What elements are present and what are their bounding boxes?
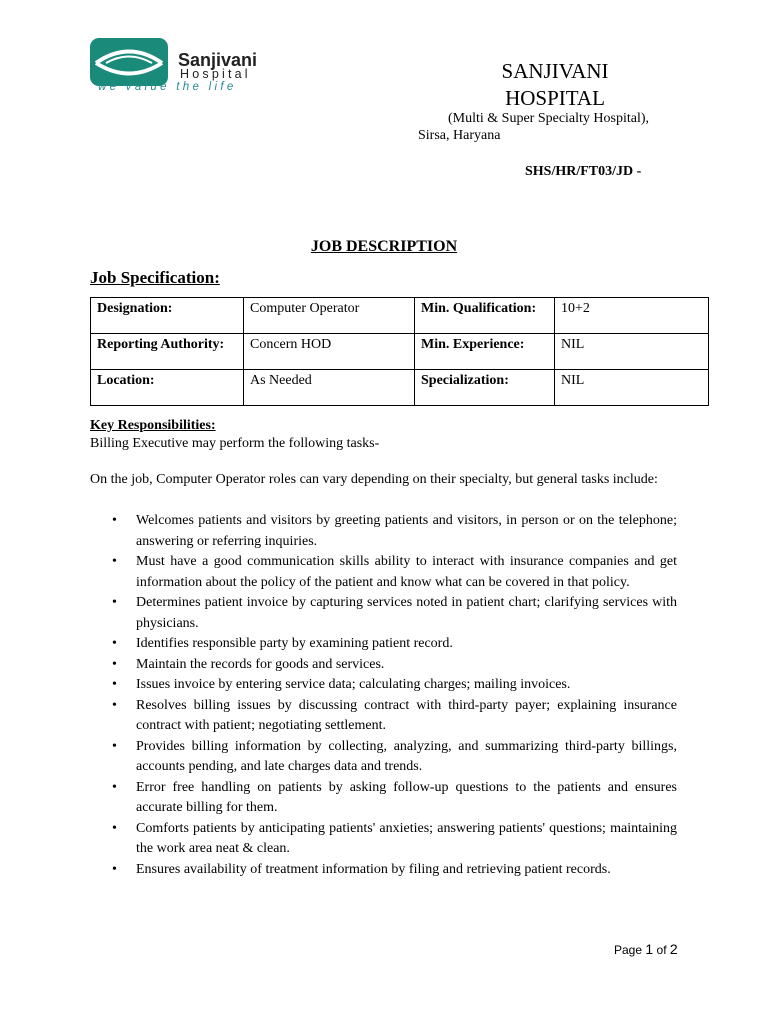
spec-value: 10+2	[555, 298, 709, 334]
logo-sub: Hospital	[180, 67, 251, 81]
logo-mark-icon	[90, 38, 168, 86]
hospital-logo	[90, 36, 282, 106]
spec-value: Computer Operator	[244, 298, 415, 334]
spec-label: Specialization:	[415, 370, 555, 406]
page-word: Page	[614, 943, 643, 957]
list-item: • Comforts patients by anticipating patients' anxieties; answering patients' questions; maintaining the work area neat & clean.	[90, 819, 677, 860]
list-item: • Identifies responsible party by examining patient record.	[90, 634, 677, 655]
of-word: of	[656, 943, 667, 957]
spec-heading: Job Specification:	[90, 268, 220, 287]
hospital-title-line2: HOSPITAL	[505, 86, 605, 110]
spec-value: NIL	[555, 334, 709, 370]
spec-row	[91, 370, 709, 406]
document-title	[0, 238, 768, 256]
spec-row	[91, 298, 709, 334]
document-title-text: JOB DESCRIPTION	[310, 238, 458, 255]
spec-label: Location:	[91, 370, 244, 406]
logo-tagline: we value the life	[98, 81, 237, 93]
responsibilities-paragraph: On the job, Computer Operator roles can vary depending on their specialty, but general tasks include:	[90, 472, 658, 487]
list-item: • Resolves billing issues by discussing contract with third-party payer; explaining insurance contract with patient; negotiating settlement.	[90, 696, 677, 737]
document-code: SHS/HR/FT03/JD -	[525, 164, 642, 179]
hospital-subtitle: (Multi & Super Specialty Hospital),	[448, 111, 650, 126]
spec-label: Min. Experience:	[415, 334, 555, 370]
list-item: • Provides billing information by collecting, analyzing, and summarizing third-party billings, accounts pending, and late charges data and trends.	[90, 737, 677, 778]
list-item: • Error free handling on patients by asking follow-up questions to the patients and ensures accurate billing for them.	[90, 778, 677, 819]
list-item: • Maintain the records for goods and services.	[90, 655, 677, 676]
spec-label: Min. Qualification:	[415, 298, 555, 334]
spec-label: Designation:	[91, 298, 244, 334]
list-item: • Determines patient invoice by capturing services noted in patient chart; clarifying services with physicians.	[90, 593, 677, 634]
spec-value: NIL	[555, 370, 709, 406]
hospital-title-line1: SANJIVANI	[501, 59, 609, 83]
hospital-title	[440, 58, 670, 112]
spec-value: As Needed	[244, 370, 415, 406]
spec-table	[90, 297, 709, 406]
responsibilities-intro: Billing Executive may perform the following tasks-	[90, 436, 380, 451]
total-pages: 2	[669, 941, 678, 957]
list-item: • Ensures availability of treatment information by filing and retrieving patient records.	[90, 860, 677, 881]
responsibilities-heading: Key Responsibilities:	[90, 418, 216, 433]
list-item: • Issues invoice by entering service data; calculating charges; mailing invoices.	[90, 675, 677, 696]
list-item: • Must have a good communication skills ability to interact with insurance companies and get information about the policy of the patient and know what can be covered in that policy.	[90, 552, 677, 593]
list-item: • Welcomes patients and visitors by greeting patients and visitors, in person or on the telephone; answering or referring inquiries.	[90, 511, 677, 552]
hospital-city: Sirsa, Haryana	[418, 128, 501, 143]
page-number	[614, 941, 678, 957]
current-page: 1	[645, 941, 654, 957]
logo-name: Sanjivani	[178, 50, 258, 70]
task-list	[90, 511, 677, 880]
spec-row	[91, 334, 709, 370]
spec-value: Concern HOD	[244, 334, 415, 370]
spec-label: Reporting Authority:	[91, 334, 244, 370]
